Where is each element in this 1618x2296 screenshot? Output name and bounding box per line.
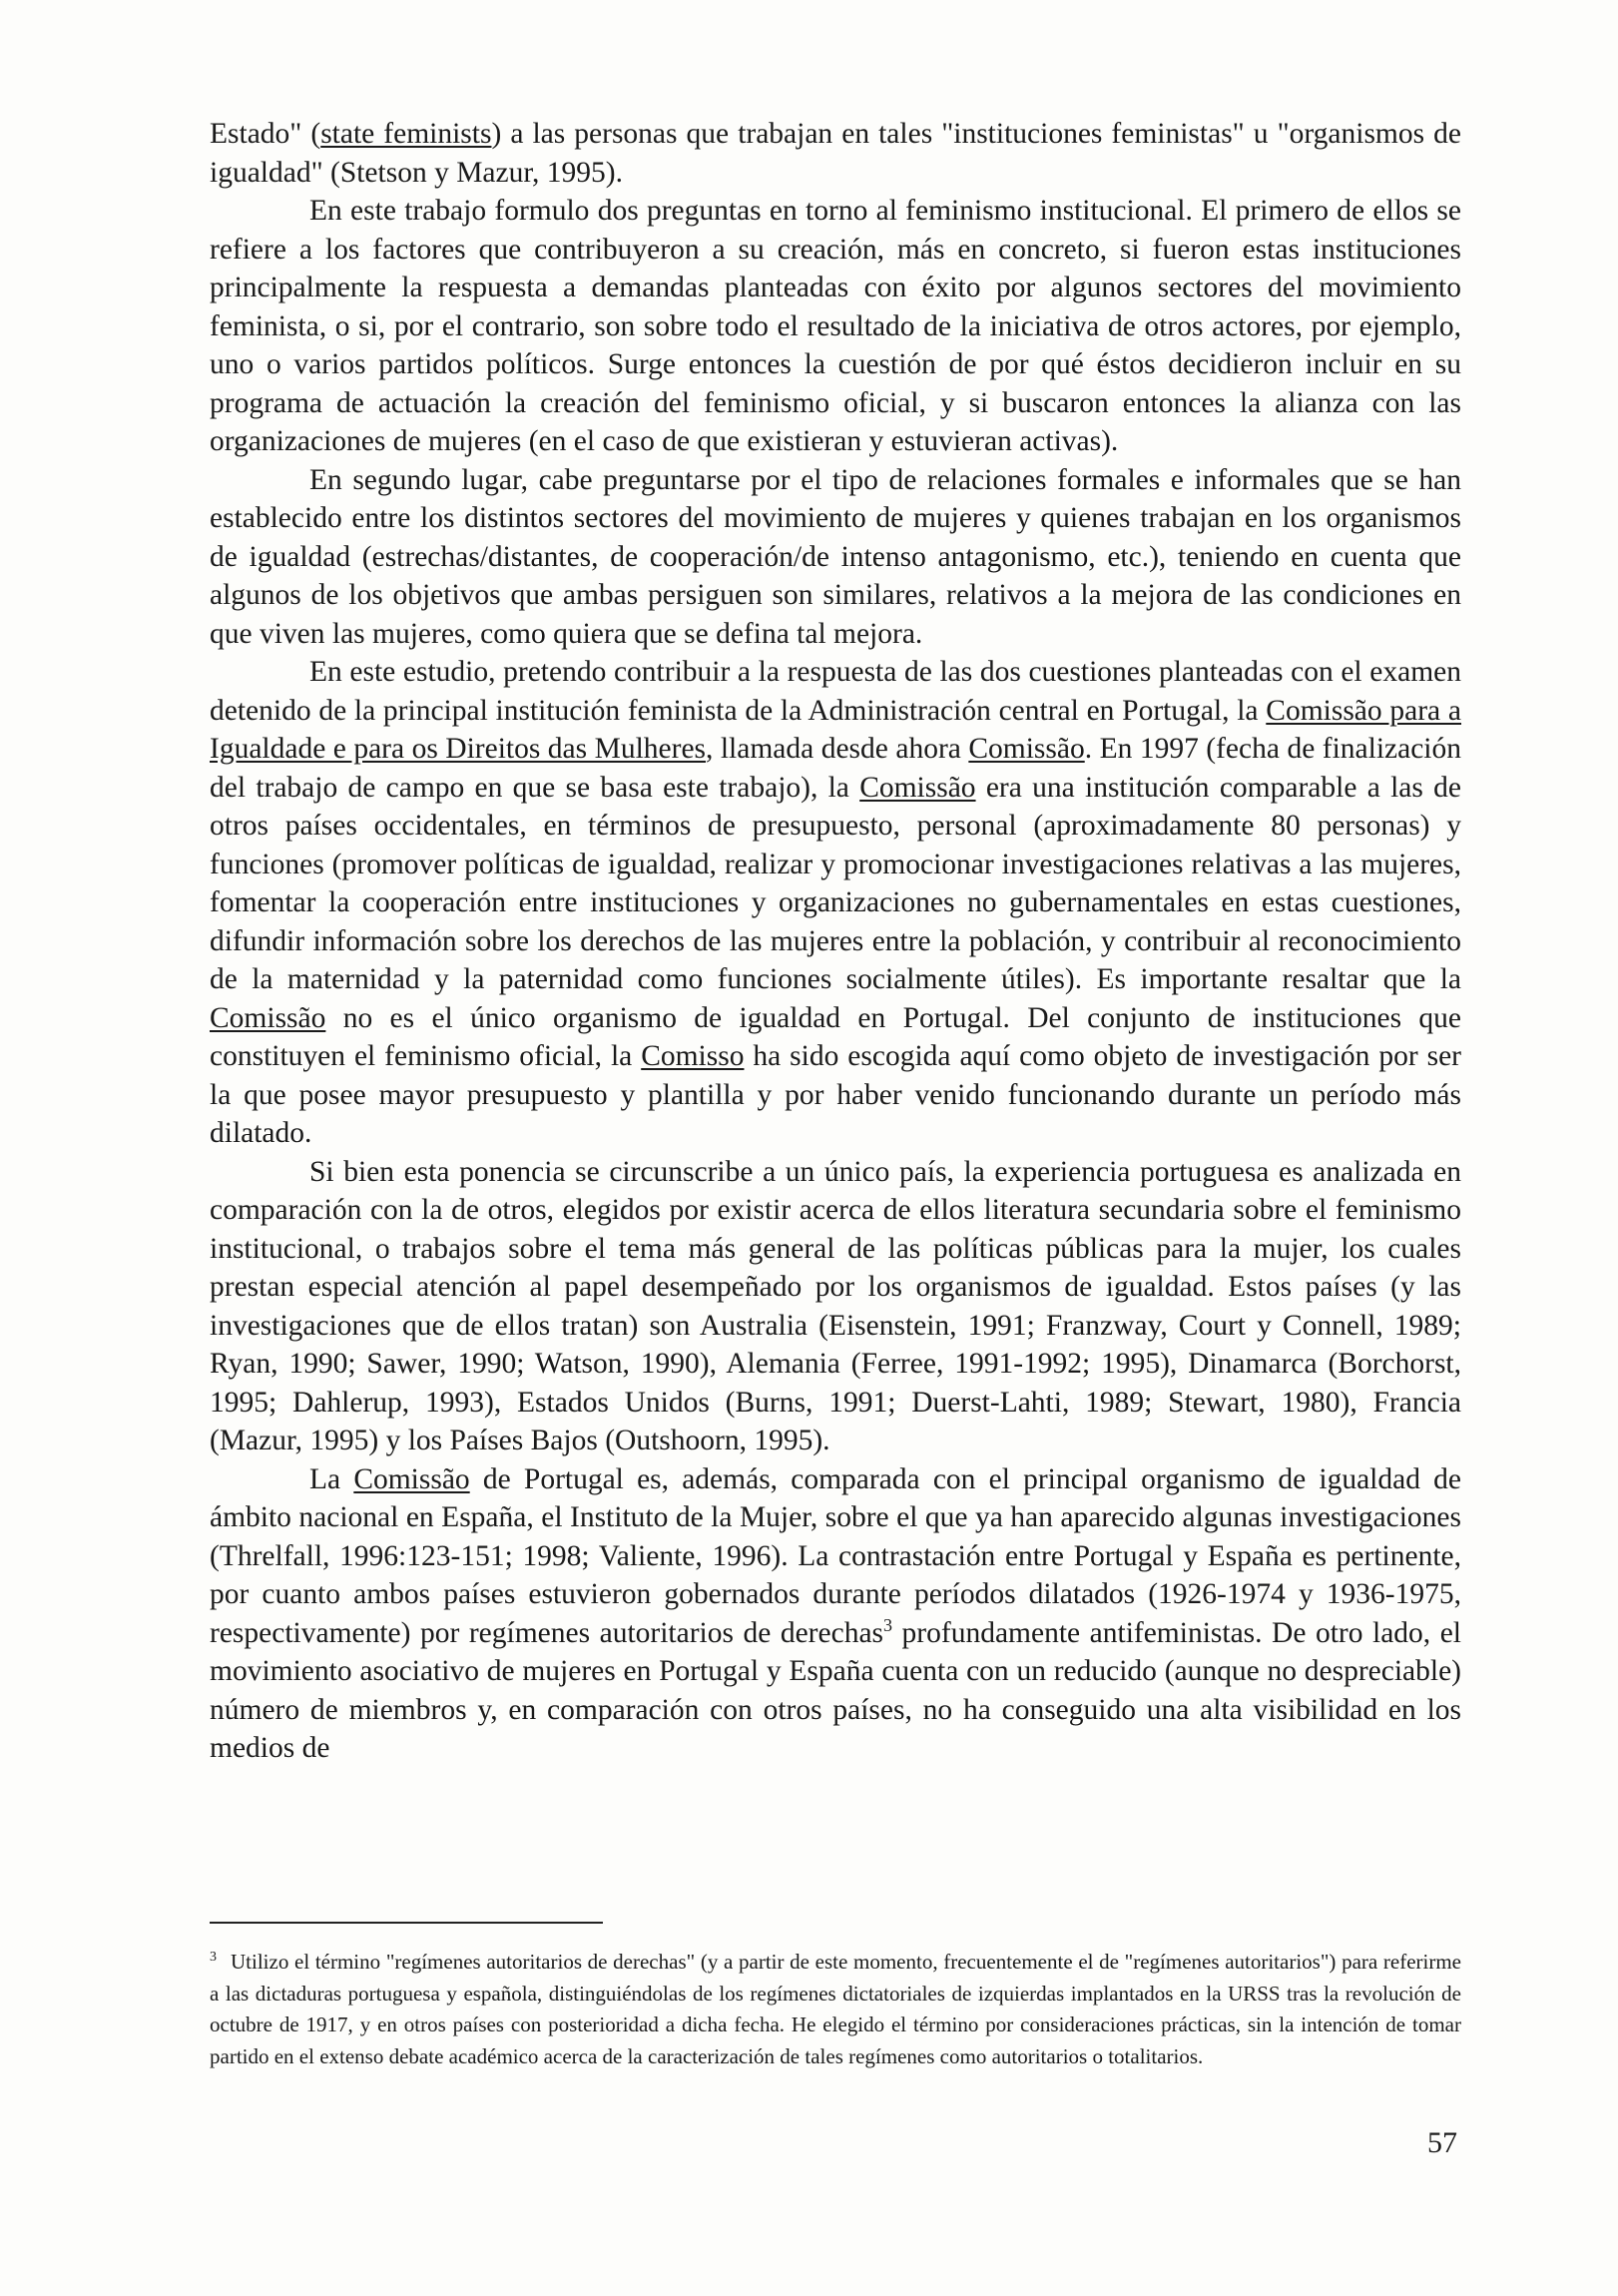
- term-comissao-full: Comissão para a Igualdade e para os Direitos das Mulheres: [210, 694, 1461, 765]
- term-comissao: Comissão: [210, 1001, 326, 1034]
- term-comissao: Comissão: [353, 1462, 470, 1495]
- footnote-reference: 3: [883, 1614, 893, 1635]
- paragraph-6: La Comissão de Portugal es, además, comparada con el principal organismo de igualdad de ámbito nacional en España, el Instituto de la Mujer, sobre el que ya han aparecido algunas investigaciones (Threlfall, 1996:123-151; 1998; Valiente, 1996). La contrastación entre Portugal y España es pertinente, por cuanto ambos países estuvieron gobernados durante períodos dilatados (1926-1974 y 1936-1975, respectivamente) por regímenes autoritarios de derechas$^3$ profundamente antifeministas. De otro lado, el movimiento asociativo de mujeres en Portugal y España cuenta con un reducido (aunque no despreciable) número de miembros y, en comparación con otros países, no ha conseguido una alta visibilidad en los medios de: [210, 1462, 1461, 1764]
- paragraph-5: Si bien esta ponencia se circunscribe a un único país, la experiencia portuguesa es analizada en comparación con la de otros, elegidos por existir acerca de ellos literatura secundaria sobre el feminismo institucional, o trabajos sobre el tema más general de las políticas públicas para la mujer, los cuales prestan especial atención al papel desempeñado por los organismos de igualdad. Estos países (y las investigaciones que de ellos tratan) son Australia (Eisenstein, 1991; Franzway, Court y Connell, 1989; Ryan, 1990; Sawer, 1990; Watson, 1990), Alemania (Ferree, 1991-1992; 1995), Dinamarca (Borchorst, 1995; Dahlerup, 1993), Estados Unidos (Burns, 1991; Duerst-Lahti, 1989; Stewart, 1980), Francia (Mazur, 1995) y los Países Bajos (Outshoorn, 1995).: [210, 1155, 1461, 1456]
- body-text: [210, 115, 1461, 1768]
- page-number: 57: [1427, 2126, 1457, 2159]
- footnote-divider: [210, 1922, 603, 1924]
- footnote-mark: 3: [210, 1950, 217, 1965]
- term-comisso: Comisso: [641, 1040, 745, 1072]
- term-comissao: Comissão: [859, 771, 976, 804]
- paragraph-4: En este estudio, pretendo contribuir a la respuesta de las dos cuestiones planteadas con el examen detenido de la principal institución feminista de la Administración central en Portugal, la Comissão para a Igualdade e para os Direitos das Mulheres, llamada desde ahora Comissão. En 1997 (fecha de finalización del trabajo de campo en que se basa este trabajo), la Comissão era una institución comparable a las de otros países occidentales, en términos de presupuesto, personal (aproximadamente 80 personas) y funciones (promover políticas de igualdad, realizar y promocionar investigaciones relativas a las mujeres, fomentar la cooperación entre instituciones y organizaciones no gubernamentales en estas cuestiones, difundir información sobre los derechos de las mujeres entre la población, y contribuir al reconocimiento de la maternidad y la paternidad como funciones socialmente útiles). Es importante resaltar que la Comissão no es el único organismo de igualdad en Portugal. Del conjunto de instituciones que constituyen el feminismo oficial, la Comisso ha sido escogida aquí como objeto de investigación por ser la que posee mayor presupuesto y plantilla y por haber venido funcionando durante un período más dilatado.: [210, 656, 1461, 1149]
- footnote: [210, 1947, 1461, 2072]
- term-state-feminists: state feminists: [320, 118, 492, 150]
- paragraph-3: En segundo lugar, cabe preguntarse por el tipo de relaciones formales e informales que se han establecido entre los distintos sectores del movimiento de mujeres y quienes trabajan en los organismos de igualdad (estrechas/distantes, de cooperación/de intenso antagonismo, etc.), teniendo en cuenta que algunos de los objetivos que ambas persiguen son similares, relativos a la mejora de las condiciones en que viven las mujeres, como quiera que se defina tal mejora.: [210, 463, 1461, 650]
- term-comissao: Comissão: [968, 733, 1085, 765]
- paragraph-2: En este trabajo formulo dos preguntas en torno al feminismo institucional. El primero de ellos se refiere a los factores que contribuyeron a su creación, más en concreto, si fueron estas instituciones principalmente la respuesta a demandas planteadas con éxito por algunos sectores del movimiento feminista, o si, por el contrario, son sobre todo el resultado de la iniciativa de otros actores, por ejemplo, uno o varios partidos políticos. Surge entonces la cuestión de por qué éstos decidieron incluir en su programa de actuación la creación del feminismo oficial, y si buscaron entonces la alianza con las organizaciones de mujeres (en el caso de que existieran y estuvieran activas).: [210, 195, 1461, 457]
- paragraph-1: Estado" (state feminists) a las personas que trabajan en tales "instituciones feministas" u "organismos de igualdad" (Stetson y Mazur, 1995).: [210, 118, 1461, 189]
- footnote-text: Utilizo el término "regímenes autoritarios de derechas" (y a partir de este momento, frecuentemente el de "regímenes autoritarios") para referirme a las dictaduras portuguesa y española, distinguiéndolas de los regímenes dictatoriales de izquierdas implantados en la URSS tras la revolución de octubre de 1917, y en otros países con posterioridad a dicha fecha. He elegido el término por consideraciones prácticas, sin la intención de tomar partido en el extenso debate académico acerca de la caracterización de tales regímenes como autoritarios o totalitarios.: [210, 1950, 1461, 2068]
